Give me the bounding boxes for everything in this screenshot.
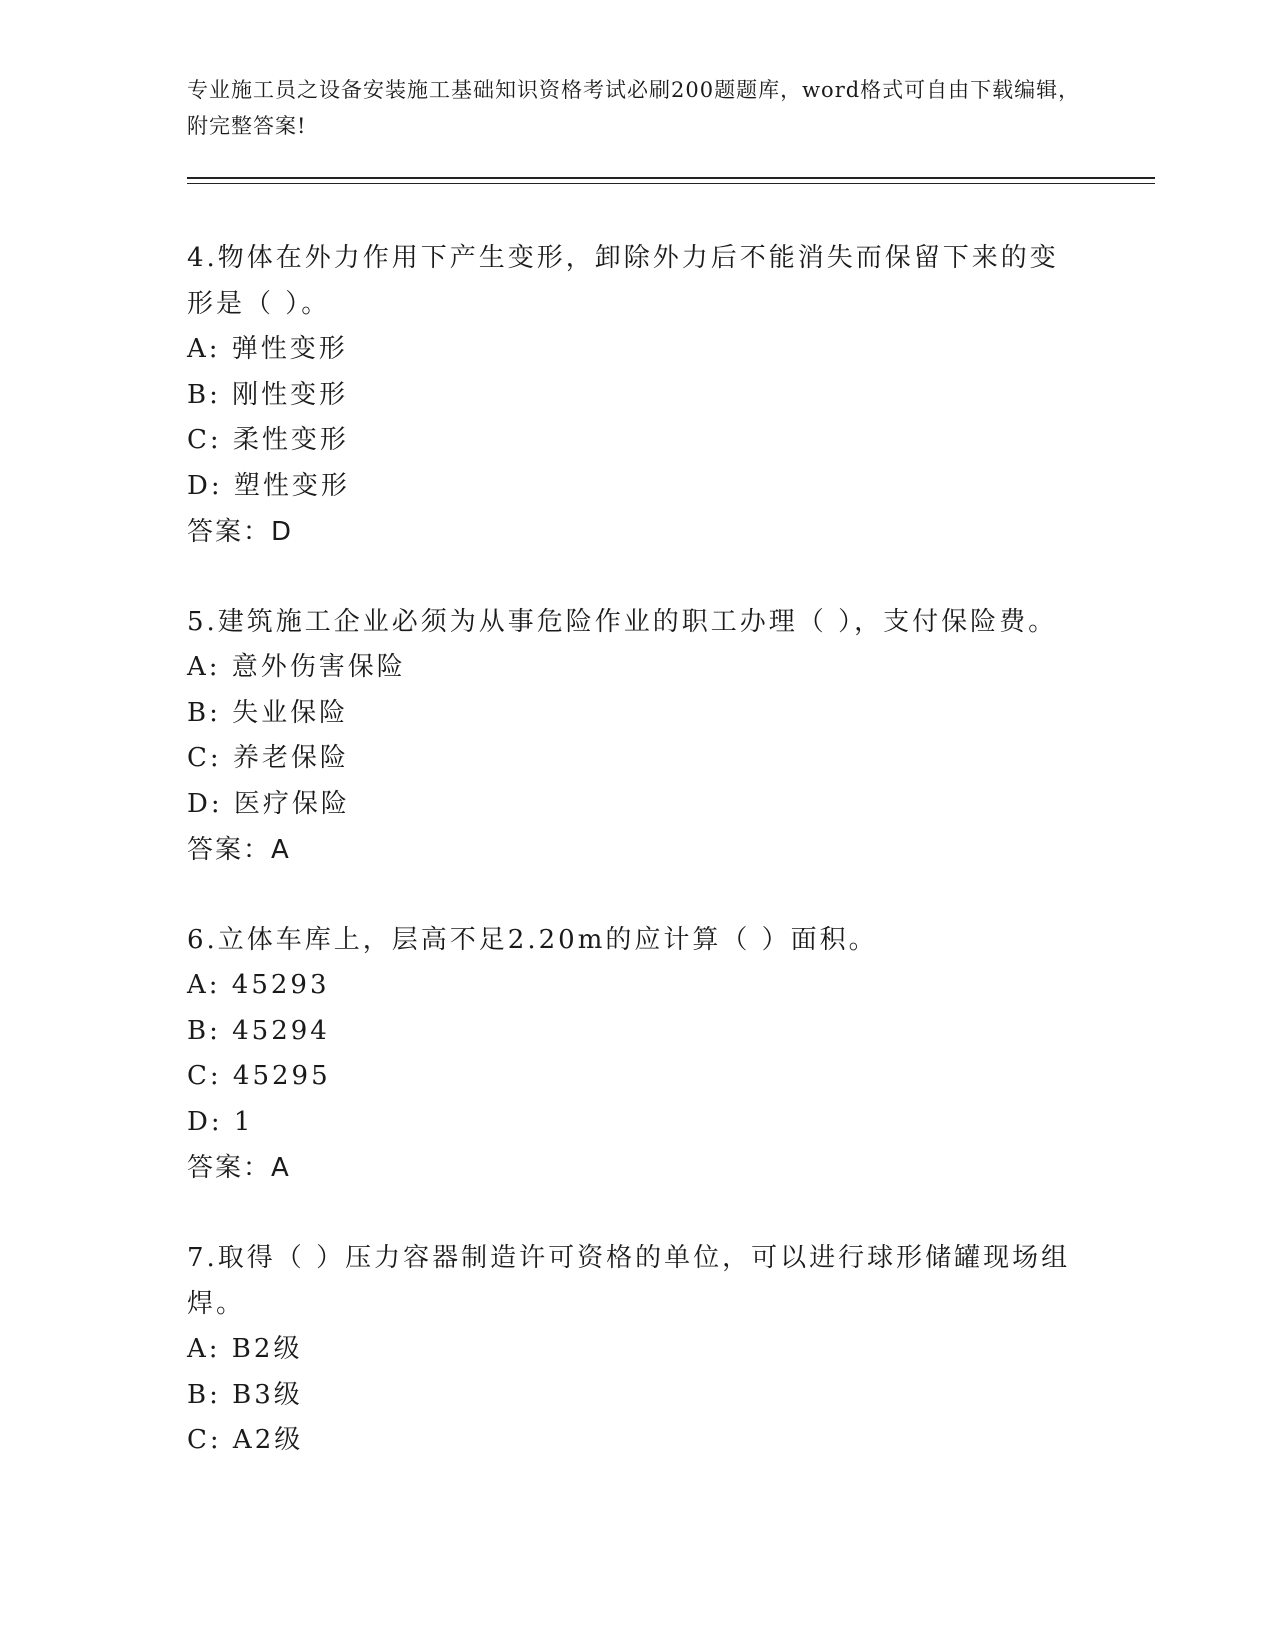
option-d: D: 塑性变形 [187, 470, 350, 501]
option-a: A: 意外伤害保险 [187, 652, 406, 682]
question-5 [187, 599, 1087, 873]
header-divider-thin [187, 183, 1155, 184]
option-d: D: 1 [187, 1106, 254, 1137]
question-6 [187, 917, 1087, 1191]
option-c: C: 柔性变形 [187, 425, 349, 455]
question-text: 6.立体车库上，层高不足2.20m的应计算（ ）面积。 [187, 925, 878, 955]
question-text: 7.取得（ ）压力容器制造许可资格的单位，可以进行球形储罐现场组焊。 [187, 1243, 1071, 1319]
option-b: B: 失业保险 [187, 697, 349, 728]
option-c: C: A2级 [187, 1425, 304, 1455]
document-header: 专业施工员之设备安装施工基础知识资格考试必刷200题题库，word格式可自由下载编辑，附完整答案! [187, 78, 1081, 138]
answer: 答案：A [187, 835, 291, 865]
answer: 答案：A [187, 1153, 291, 1183]
option-a: A: B2级 [187, 1334, 303, 1364]
header-divider-thick [187, 177, 1155, 179]
question-list [187, 235, 1087, 1508]
question-7 [187, 1235, 1087, 1464]
option-c: C: 45295 [187, 1061, 331, 1091]
answer: 答案：D [187, 517, 294, 547]
option-b: B: 刚性变形 [187, 379, 349, 410]
question-4 [187, 235, 1087, 555]
option-b: B: B3级 [187, 1379, 303, 1410]
question-text: 5.建筑施工企业必须为从事危险作业的职工办理（ ），支付保险费。 [187, 607, 1058, 637]
option-a: A: 45293 [187, 970, 330, 1000]
question-text: 4.物体在外力作用下产生变形，卸除外力后不能消失而保留下来的变形是（ ）。 [187, 243, 1059, 319]
option-c: C: 养老保险 [187, 743, 349, 773]
option-d: D: 医疗保险 [187, 788, 350, 819]
option-a: A: 弹性变形 [187, 334, 348, 364]
option-b: B: 45294 [187, 1015, 330, 1046]
